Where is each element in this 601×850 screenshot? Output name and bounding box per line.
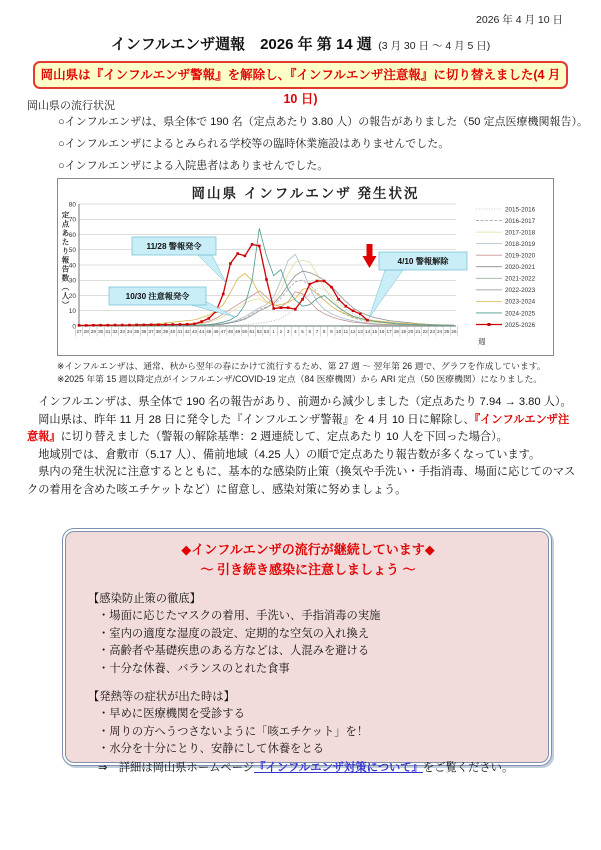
svg-text:19: 19: [400, 328, 407, 334]
svg-text:27: 27: [76, 328, 82, 334]
legend-label: 2017-2018: [505, 229, 536, 237]
advice-subheading: ～ 引き続き感染に注意しましょう ～: [200, 562, 416, 577]
svg-text:41: 41: [177, 328, 183, 334]
list-item: ・水分を十分にとり、安静にして休養をとる: [98, 743, 324, 755]
chart-y-axis-label: 定点あたり報告数（人）: [61, 211, 70, 310]
bullet-item: ○インフルエンザによる入院患者はありませんでした。: [58, 160, 329, 172]
svg-text:60: 60: [68, 231, 76, 239]
annotation-alert-issued: 11/28 警報発令: [146, 242, 202, 251]
list-item: ・室内の適度な湿度の設定、定期的な空気の入れ換え: [98, 627, 370, 640]
list-item: ・高齢者や基礎疾患のある方などは、人混みを避ける: [98, 645, 370, 657]
chart-title: 岡山県 インフルエンザ 発生状況: [191, 186, 420, 201]
legend-label: 2015-2016: [505, 206, 536, 214]
svg-text:33: 33: [119, 328, 125, 334]
legend-label: 2020-2021: [505, 264, 536, 272]
svg-text:6: 6: [308, 328, 312, 334]
section-title: 【感染防止策の徹底】: [88, 593, 201, 605]
svg-text:23: 23: [429, 328, 435, 334]
svg-text:40: 40: [170, 328, 176, 334]
svg-text:15: 15: [372, 328, 378, 334]
annotation-alert-lifted: 4/10 警報解除: [397, 257, 449, 266]
bullet-item: ○インフルエンザは、県全体で 190 名（定点あたり 3.80 人）の報告がありました（50 定点医療機関報告）。: [58, 116, 588, 128]
svg-text:17: 17: [386, 328, 392, 334]
report-date: 2026 年 4 月 10 日: [476, 14, 563, 26]
svg-text:30: 30: [68, 277, 76, 285]
caution-level-text: 『インフルエンザ注意報』: [27, 413, 570, 444]
svg-text:44: 44: [199, 328, 205, 334]
svg-text:14: 14: [364, 328, 371, 334]
svg-text:40: 40: [68, 262, 76, 270]
svg-text:18: 18: [393, 328, 399, 334]
svg-text:13: 13: [357, 328, 363, 334]
advice-box: [62, 528, 552, 774]
bullet-item: ○インフルエンザによるとみられる学校等の臨時休業施設はありませんでした。: [58, 138, 450, 150]
svg-text:43: 43: [191, 328, 197, 334]
paragraph: 地域別では、倉敷市（5.17 人）、備前地域（4.25 人）の順で定点あたり報告数が多くなっています。: [38, 448, 541, 461]
legend-label: 2022-2023: [505, 287, 536, 295]
list-item: ・場面に応じたマスクの着用、手洗い、手指消毒の実施: [98, 610, 381, 622]
svg-text:45: 45: [206, 328, 212, 334]
svg-text:50: 50: [242, 328, 248, 334]
page-title: [0, 33, 601, 54]
link-prefix: ⇒ 詳細は岡山県ホームページ: [98, 761, 255, 774]
svg-text:24: 24: [437, 328, 443, 334]
legend-label: 2018-2019: [505, 240, 536, 248]
svg-text:50: 50: [68, 247, 76, 255]
chart-canvas: [58, 179, 553, 355]
alert-banner: 岡山県は『インフルエンザ警報』を解除し、『インフルエンザ注意報』に切り替えました(4 月 10 日): [33, 61, 568, 89]
alert-lifted-arrow-icon: [363, 244, 377, 268]
svg-text:35: 35: [134, 328, 140, 334]
page-title-main: インフルエンザ週報 2026 年 第 14 週: [110, 36, 372, 53]
link-suffix: をご覧ください。: [422, 761, 514, 774]
svg-text:20: 20: [68, 292, 76, 300]
paragraph-text: に切り替えました（警報の解除基準：2 週連続して、定点あたり 10 人を下回った場合）。: [60, 431, 508, 444]
flu-chart: [57, 178, 554, 356]
svg-text:16: 16: [379, 328, 385, 334]
legend-label: 2016-2017: [505, 217, 536, 225]
section-label: 岡山県の流行状況: [27, 100, 115, 112]
svg-text:47: 47: [220, 328, 226, 334]
svg-text:10: 10: [68, 308, 76, 316]
svg-text:1: 1: [272, 328, 275, 334]
page-title-range: (3 月 30 日 ～ 4 月 5 日): [378, 40, 491, 52]
list-item: ・十分な休養、バランスのとれた食事: [98, 662, 290, 675]
svg-text:29: 29: [90, 328, 96, 334]
prevention-section: [88, 590, 528, 678]
svg-text:26: 26: [451, 328, 457, 334]
svg-text:8: 8: [322, 328, 326, 334]
svg-text:21: 21: [415, 328, 421, 334]
svg-text:39: 39: [162, 328, 169, 334]
svg-text:34: 34: [126, 328, 133, 334]
legend-label: 2025-2026: [505, 321, 536, 329]
svg-text:週: 週: [478, 337, 486, 346]
svg-text:10: 10: [336, 328, 342, 334]
svg-text:7: 7: [315, 328, 319, 334]
svg-text:30: 30: [98, 328, 104, 334]
chart-annotations: [109, 237, 467, 318]
svg-text:37: 37: [148, 328, 154, 334]
svg-text:70: 70: [68, 216, 76, 224]
svg-text:38: 38: [155, 328, 161, 334]
detail-link-line: [98, 759, 528, 777]
summary-bullets: [58, 111, 588, 177]
svg-text:3: 3: [286, 328, 290, 334]
annotation-caution-issued: 10/30 注意報発令: [125, 292, 190, 301]
symptoms-section: [88, 688, 528, 777]
legend-label: 2019-2020: [505, 252, 536, 260]
svg-text:4: 4: [294, 328, 297, 334]
svg-text:53: 53: [263, 328, 270, 334]
footnote: ※2025 年第 15 週以降定点がインフルエンザ/COVID-19 定点（84 医療機関）から ARI 定点（50 医療機関）になりました。: [57, 374, 543, 384]
svg-text:5: 5: [301, 328, 304, 334]
flu-measures-link[interactable]: 『インフルエンザ対策について』: [254, 761, 423, 774]
list-item: ・周りの方へうつさないように「咳エチケット」を！: [98, 725, 369, 738]
svg-text:46: 46: [213, 328, 219, 334]
svg-text:36: 36: [141, 328, 147, 334]
svg-text:32: 32: [112, 328, 118, 334]
svg-text:52: 52: [256, 328, 262, 334]
svg-text:49: 49: [235, 328, 241, 334]
report-body: [27, 394, 576, 500]
paragraph-text: 岡山県は、昨年 11 月 28 日に発令した『インフルエンザ警報』を 4 月 10 日に解除し、: [38, 413, 475, 426]
footnote: ※インフルエンザは、通常、秋から翌年の春にかけて流行するため、第 27 週 ～ 翌年第 26 週で、グラフを作成しています。: [57, 361, 546, 371]
legend-label: 2023-2024: [505, 298, 536, 306]
svg-text:2: 2: [279, 328, 283, 334]
list-item: ・早めに医療機関を受診する: [98, 708, 245, 720]
advice-heading: ◆インフルエンザの流行が継続しています◆: [181, 542, 435, 557]
paragraph: [27, 412, 576, 447]
svg-text:25: 25: [444, 328, 450, 334]
legend-label: 2021-2022: [505, 275, 536, 283]
svg-text:80: 80: [68, 201, 76, 209]
section-title: 【発熱等の症状が出た時は】: [88, 691, 235, 703]
chart-footnotes: [57, 360, 577, 386]
advice-box-inner: [65, 531, 549, 774]
chart-legend: [476, 206, 536, 328]
svg-text:28: 28: [83, 328, 89, 334]
svg-text:51: 51: [249, 328, 255, 334]
svg-text:0: 0: [72, 323, 76, 331]
chart-x-axis: [75, 326, 486, 346]
svg-text:9: 9: [330, 328, 333, 334]
svg-text:31: 31: [105, 328, 111, 334]
svg-text:11: 11: [343, 328, 349, 334]
legend-label: 2024-2025: [505, 310, 536, 318]
svg-text:20: 20: [408, 328, 414, 334]
paragraph: 県内の発生状況に注意するとともに、基本的な感染防止策（換気や手洗い・手指消毒、場面に応じてのマスクの着用を含めた咳エチケットなど）に留意し、感染対策に努めましょう。: [27, 466, 576, 496]
svg-text:42: 42: [184, 328, 190, 334]
paragraph: インフルエンザは、県全体で 190 名の報告があり、前週から減少しました（定点あたり 7.94 → 3.80 人）。: [38, 396, 572, 408]
svg-text:22: 22: [422, 328, 428, 334]
svg-text:12: 12: [350, 328, 356, 334]
svg-text:48: 48: [227, 328, 234, 334]
